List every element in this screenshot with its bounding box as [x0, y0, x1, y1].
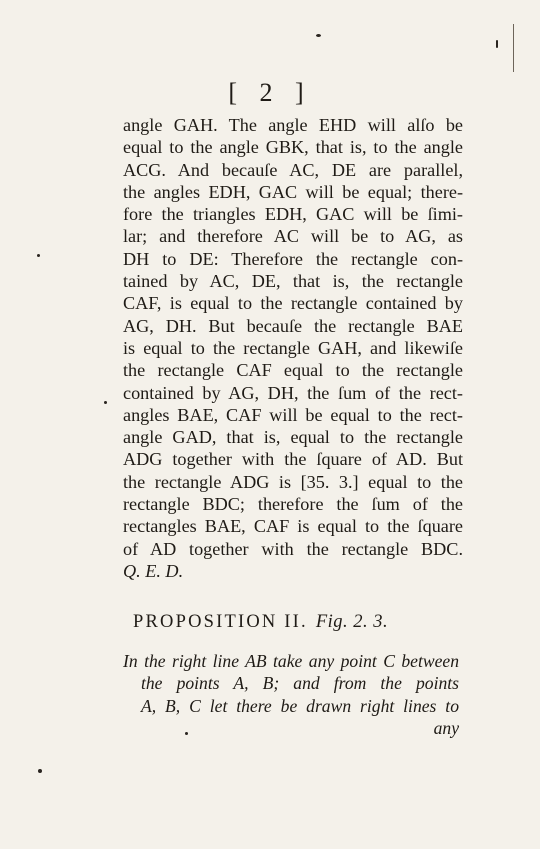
text-line: equal to the angle GBK, that is, to the angle: [123, 137, 463, 158]
catchword: any: [433, 717, 459, 738]
text-line: fore the triangles EDH, GAC will be ſimi-: [123, 204, 463, 225]
text-line: DH to DE: Therefore the rectangle con-: [123, 248, 463, 269]
qed-line: Q. E. D.: [123, 560, 184, 581]
text-line: rectangles BAE, CAF is equal to the ſquare: [123, 516, 463, 537]
text-line: CAF, is equal to the rectangle contained by: [123, 293, 463, 314]
ink-speck: [38, 769, 42, 773]
ink-speck: [104, 401, 107, 404]
text-line: is equal to the rectangle GAH, and likewiſe: [123, 337, 463, 358]
text-line: AG, DH. But becauſe the rectangle BAE: [123, 315, 463, 336]
figure-reference: Fig. 2. 3.: [315, 612, 389, 632]
proposition-title: PROPOSITION II.: [133, 612, 308, 632]
page-number-header: [ 2 ]: [228, 78, 312, 107]
text-line: lar; and therefore AC will be to AG, as: [123, 226, 463, 247]
text-line: ACG. And becauſe AC, DE are parallel,: [123, 159, 463, 180]
proof-text-block: [123, 114, 463, 582]
text-line: angle GAD, that is, equal to the rectangle: [123, 427, 463, 448]
text-line: rectangle BDC; therefore the ſum of the: [123, 494, 463, 515]
enunciation-line: the points A, B; and from the points: [141, 673, 459, 694]
ink-speck: [37, 254, 40, 257]
text-line: angles BAE, CAF will be equal to the rect-: [123, 404, 463, 425]
text-line: ADG together with the ſquare of AD. But: [123, 449, 463, 470]
text-line: angle GAH. The angle EHD will alſo be: [123, 115, 463, 135]
enunciation-line: In the right line AB take any point C between: [123, 651, 459, 671]
text-line: of AD together with the rectangle BDC.: [123, 538, 463, 559]
proposition-enunciation: [123, 650, 459, 739]
text-line: the rectangle ADG is [35. 3.] equal to the: [123, 471, 463, 492]
ink-speck: [316, 34, 321, 37]
text-line: tained by AC, DE, that is, the rectangle: [123, 271, 463, 292]
ink-speck: [496, 40, 498, 48]
text-line: the angles EDH, GAC will be equal; there-: [123, 181, 463, 202]
ink-speck: [185, 732, 188, 735]
proposition-heading: [133, 612, 463, 633]
enunciation-line: A, B, C let there be drawn right lines to: [141, 695, 459, 716]
text-line: the rectangle CAF equal to the rectangle: [123, 360, 463, 381]
text-line: contained by AG, DH, the ſum of the rect-: [123, 382, 463, 403]
ink-speck: [513, 24, 514, 72]
